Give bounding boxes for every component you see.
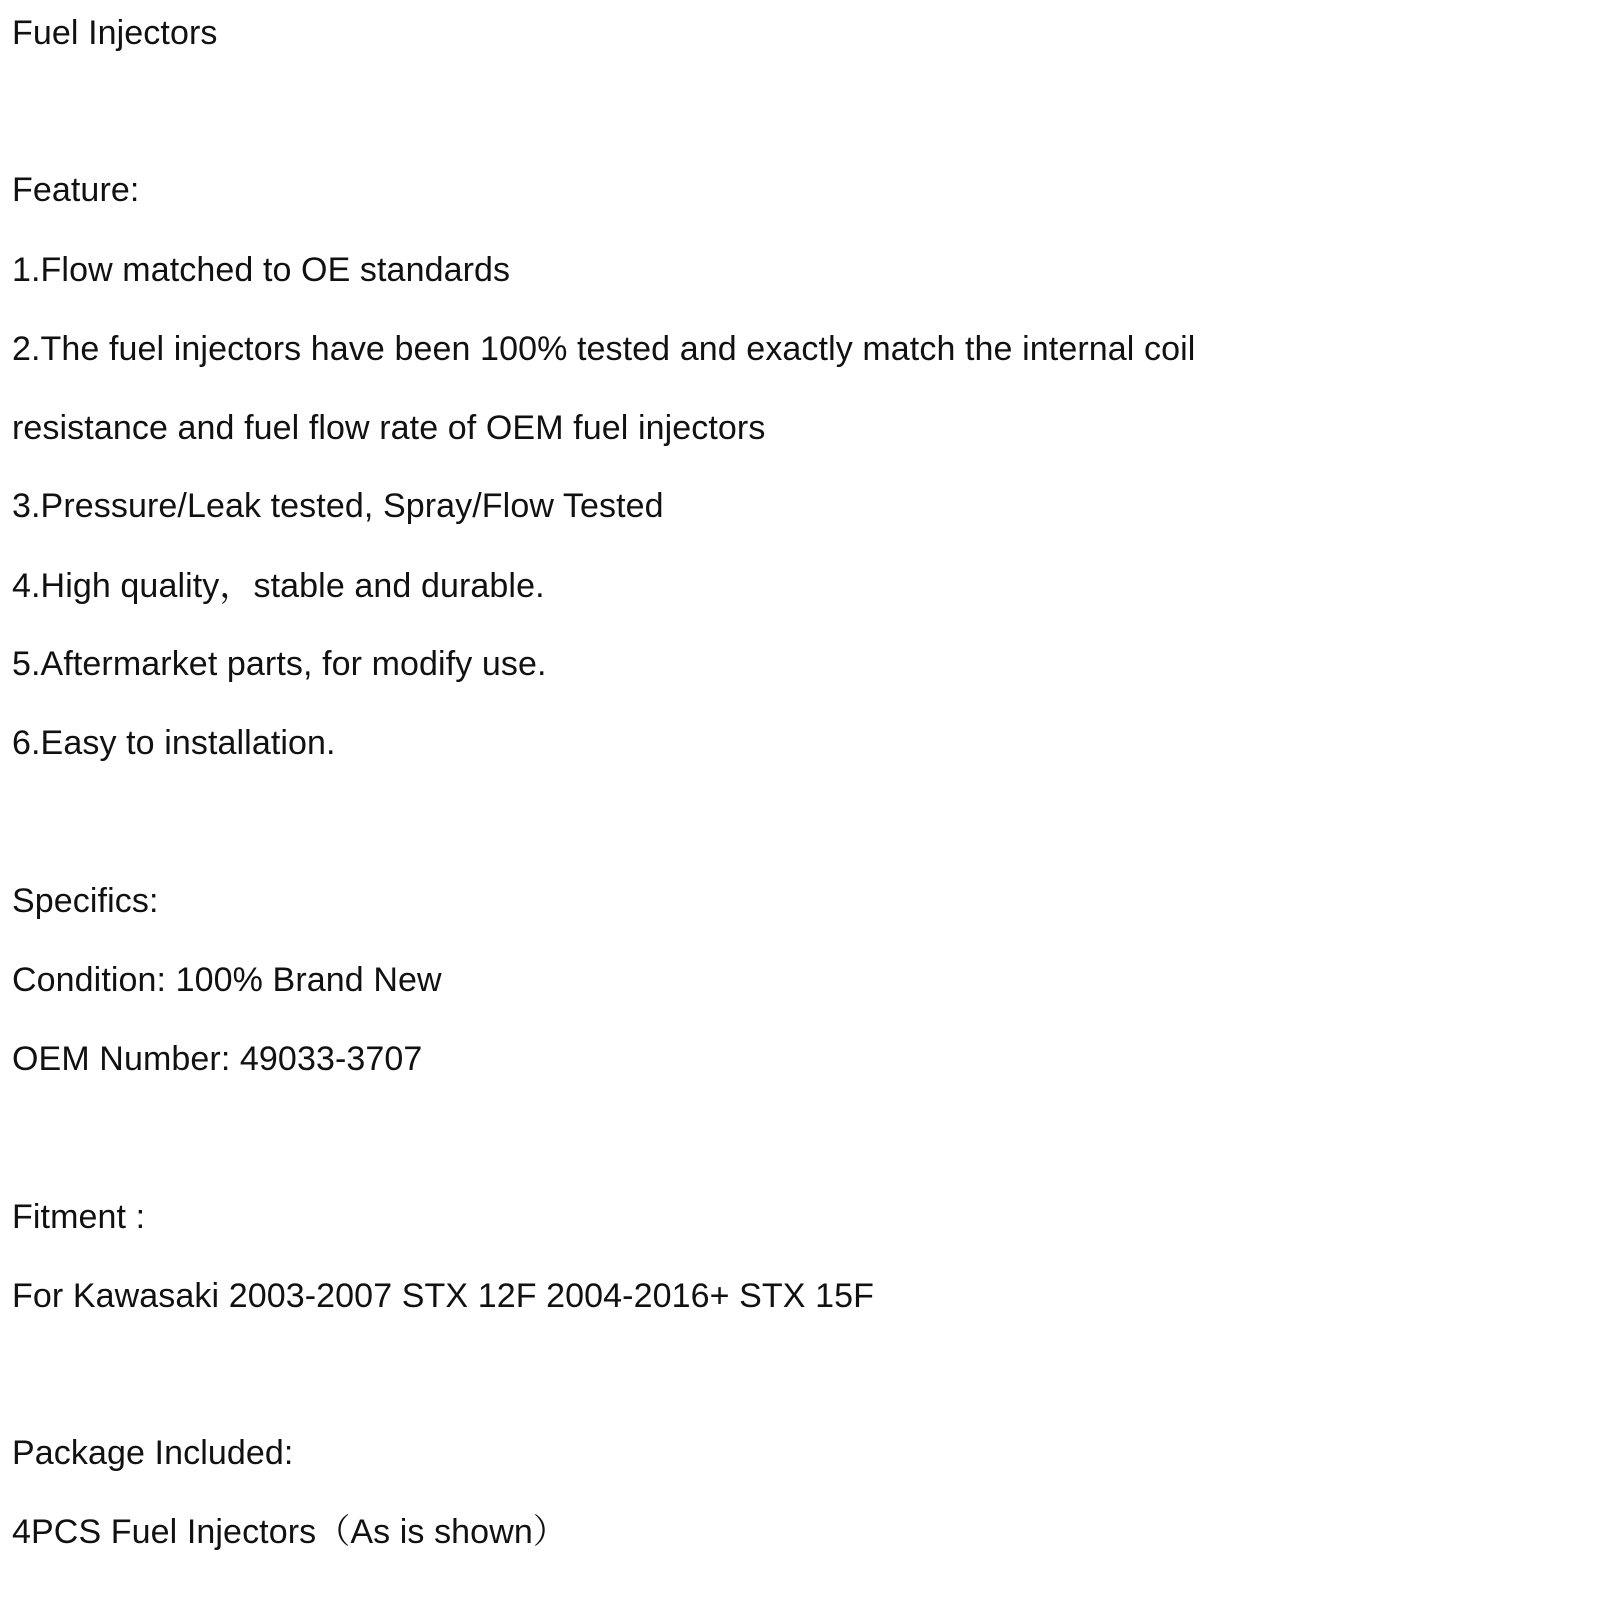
fitment-heading: Fitment :: [12, 1198, 146, 1236]
feature-item-5: 5.Aftermarket parts, for modify use.: [12, 645, 547, 683]
condition-text: Condition: 100% Brand New: [12, 961, 442, 999]
feature-item-1: 1.Flow matched to OE standards: [12, 251, 511, 289]
feature-item-6: 6.Easy to installation.: [12, 724, 336, 762]
feature-item-4: 4.High quality，stable and durable.: [12, 567, 545, 605]
feature-item-2: 2.The fuel injectors have been 100% tested and exactly match the internal coil: [12, 330, 1196, 368]
feature-item-2-continuation: resistance and fuel flow rate of OEM fuel injectors: [12, 409, 766, 447]
specifics-heading: Specifics:: [12, 882, 159, 920]
fitment-text: For Kawasaki 2003-2007 STX 12F 2004-2016+ STX 15F: [12, 1277, 875, 1315]
feature-heading: Feature:: [12, 171, 140, 209]
feature-item-3: 3.Pressure/Leak tested, Spray/Flow Tested: [12, 487, 664, 525]
oem-number-text: OEM Number: 49033-3707: [12, 1040, 423, 1078]
package-heading: Package Included:: [12, 1434, 294, 1472]
document-title: Fuel Injectors: [12, 14, 218, 52]
package-text: 4PCS Fuel Injectors（As is shown）: [12, 1513, 567, 1551]
